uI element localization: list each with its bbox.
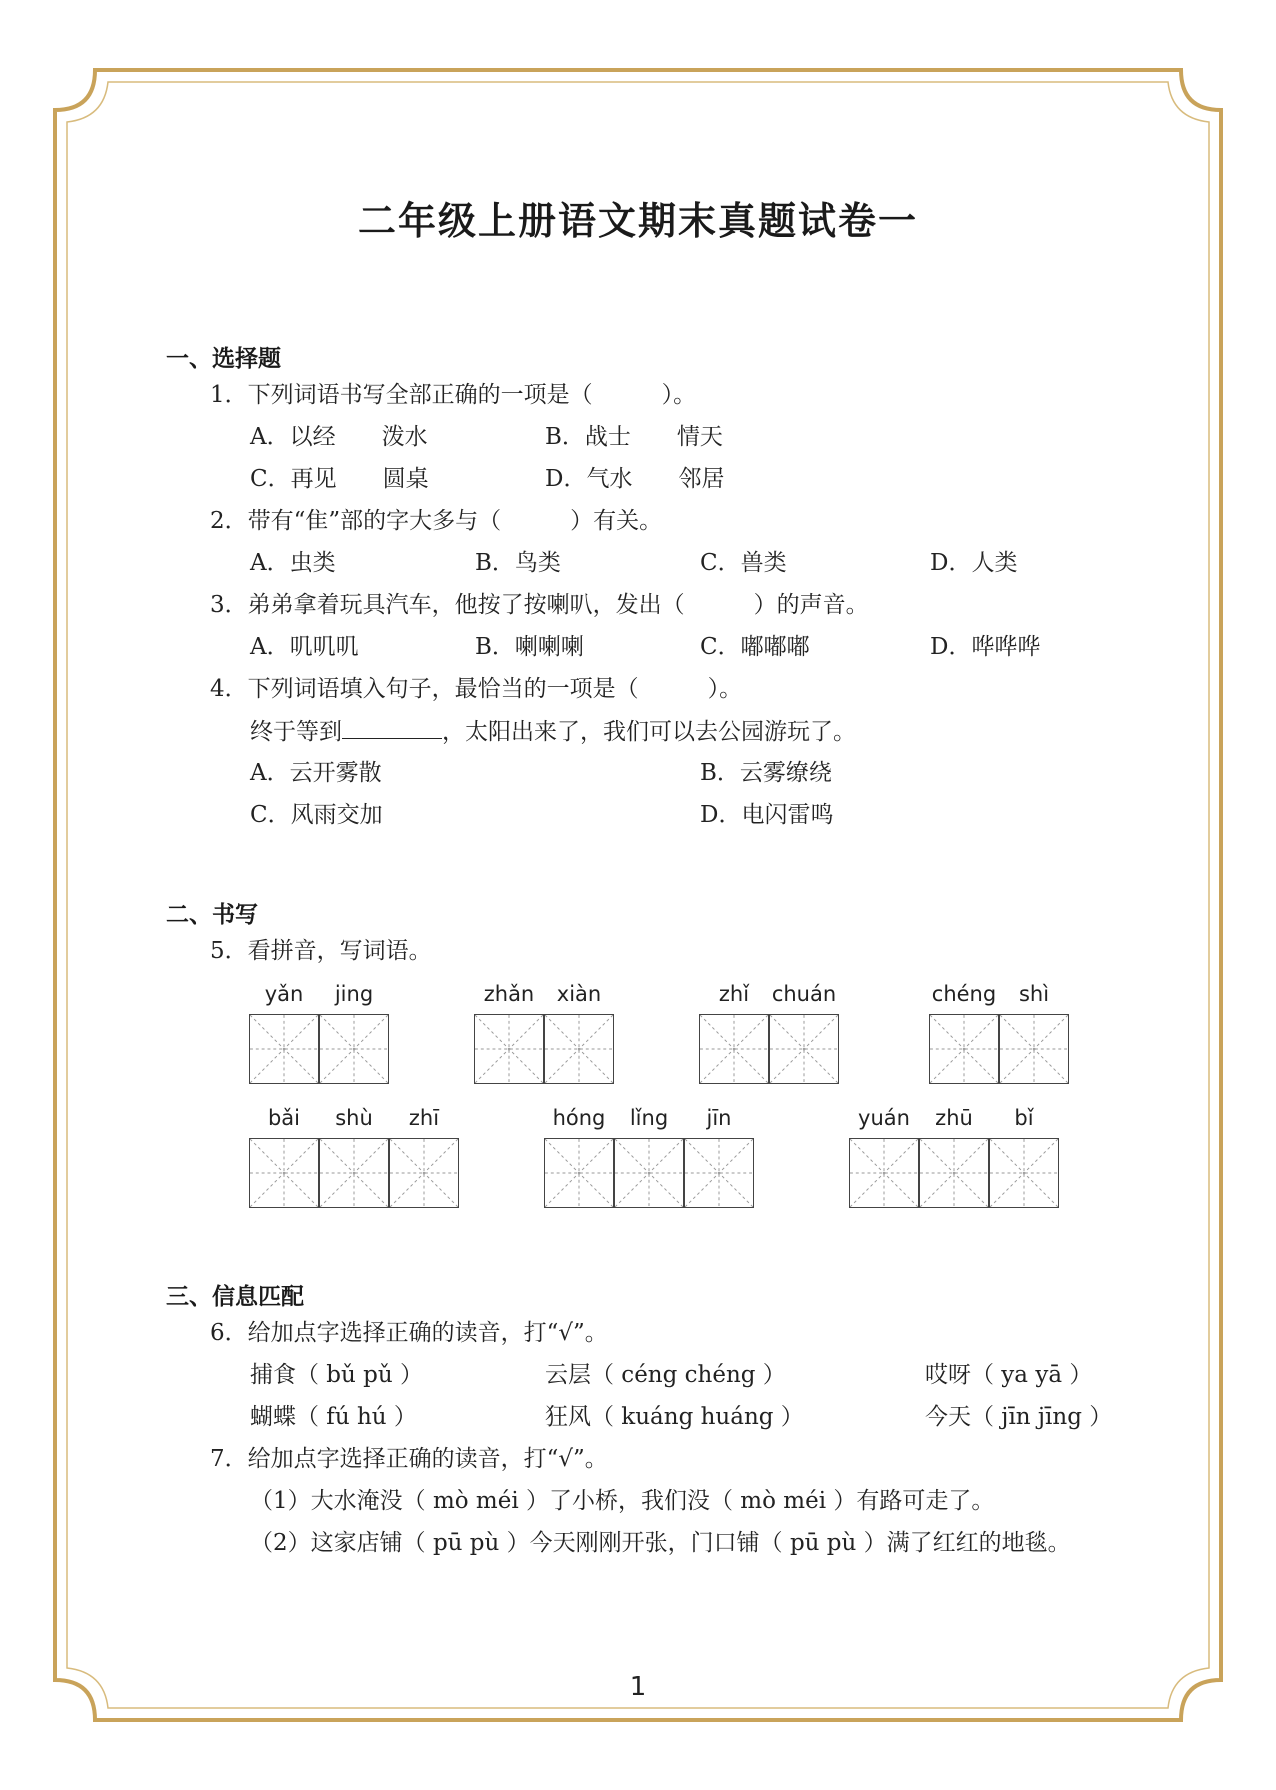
q1-option-d: D．气水 邻居 bbox=[545, 466, 725, 492]
writing-grid-box[interactable] bbox=[319, 1014, 389, 1084]
pinyin-label: zhǎn bbox=[483, 982, 535, 1006]
q3-option-c: C．嘟嘟嘟 bbox=[700, 634, 810, 660]
question-2-stem: 2．带有“隹”部的字大多与（ ）有关。 bbox=[210, 508, 663, 534]
writing-grid-box[interactable] bbox=[769, 1014, 839, 1084]
writing-grid-box[interactable] bbox=[684, 1138, 754, 1208]
writing-grid-box[interactable] bbox=[249, 1014, 319, 1084]
q3-option-a: A．叽叽叽 bbox=[250, 634, 359, 660]
pinyin-label: bǐ bbox=[1014, 1106, 1034, 1130]
q6-item: 云层（ céng chéng ） bbox=[545, 1362, 786, 1388]
pinyin-label: zhī bbox=[408, 1106, 440, 1130]
pinyin-label: zhū bbox=[935, 1106, 973, 1130]
writing-grid-box[interactable] bbox=[699, 1014, 769, 1084]
q6-item: 今天（ jīn jīng ） bbox=[925, 1404, 1113, 1430]
q3-option-d: D．哗哗哗 bbox=[930, 634, 1041, 660]
writing-grid-box[interactable] bbox=[989, 1138, 1059, 1208]
q4-option-c: C．风雨交加 bbox=[250, 802, 383, 828]
q6-item: 捕食（ bǔ pǔ ） bbox=[250, 1362, 424, 1388]
section-heading-choice: 一、选择题 bbox=[166, 346, 281, 372]
q1-option-c: C．再见 圆桌 bbox=[250, 466, 429, 492]
q6-item: 哎呀（ ya yā ） bbox=[925, 1362, 1093, 1388]
writing-grid-box[interactable] bbox=[929, 1014, 999, 1084]
question-1-stem: 1．下列词语书写全部正确的一项是（ ）。 bbox=[210, 382, 697, 408]
writing-grid-box[interactable] bbox=[919, 1138, 989, 1208]
q4-sentence bbox=[250, 716, 856, 747]
writing-grid-box[interactable] bbox=[474, 1014, 544, 1084]
q6-item: 蝴蝶（ fú hú ） bbox=[250, 1404, 417, 1430]
writing-grid-box[interactable] bbox=[544, 1014, 614, 1084]
section-heading-matching: 三、信息匹配 bbox=[166, 1284, 304, 1310]
pinyin-label: lǐng bbox=[629, 1106, 669, 1130]
writing-grid-box[interactable] bbox=[319, 1138, 389, 1208]
pinyin-label: shù bbox=[335, 1106, 373, 1130]
pinyin-label: chéng bbox=[931, 982, 997, 1006]
q7-line-1: （1）大水淹没（ mò méi ）了小桥，我们没（ mò méi ）有路可走了。 bbox=[250, 1488, 995, 1514]
pinyin-label: zhǐ bbox=[718, 982, 750, 1006]
q4-sentence-before: 终于等到 bbox=[250, 719, 342, 745]
writing-grid-box[interactable] bbox=[544, 1138, 614, 1208]
question-5-stem: 5．看拼音，写词语。 bbox=[210, 938, 432, 964]
q2-option-a: A．虫类 bbox=[250, 550, 336, 576]
q4-option-a: A．云开雾散 bbox=[250, 760, 382, 786]
q2-option-b: B．鸟类 bbox=[475, 550, 561, 576]
pinyin-label: hóng bbox=[552, 1106, 606, 1130]
q1-option-a: A．以经 泼水 bbox=[250, 424, 428, 450]
writing-grid-box[interactable] bbox=[389, 1138, 459, 1208]
pinyin-label: yuán bbox=[858, 1106, 910, 1130]
writing-grid-box[interactable] bbox=[999, 1014, 1069, 1084]
question-4-stem: 4．下列词语填入句子，最恰当的一项是（ ）。 bbox=[210, 676, 743, 702]
page-number: 1 bbox=[629, 1672, 647, 1702]
question-7-stem: 7．给加点字选择正确的读音，打“√”。 bbox=[210, 1446, 608, 1472]
fill-blank[interactable] bbox=[342, 716, 442, 739]
q4-option-d: D．电闪雷鸣 bbox=[700, 802, 834, 828]
q4-option-b: B．云雾缭绕 bbox=[700, 760, 832, 786]
pinyin-label: jīn bbox=[706, 1106, 732, 1130]
writing-grid-box[interactable] bbox=[614, 1138, 684, 1208]
q2-option-d: D．人类 bbox=[930, 550, 1018, 576]
writing-grid-box[interactable] bbox=[249, 1138, 319, 1208]
q2-option-c: C．兽类 bbox=[700, 550, 787, 576]
pinyin-label: bǎi bbox=[267, 1106, 301, 1130]
question-6-stem: 6．给加点字选择正确的读音，打“√”。 bbox=[210, 1320, 608, 1346]
pinyin-label: xiàn bbox=[556, 982, 602, 1006]
pinyin-label: shì bbox=[1018, 982, 1050, 1006]
q1-option-b: B．战士 情天 bbox=[545, 424, 723, 450]
pinyin-label: yǎn bbox=[264, 982, 304, 1006]
q6-item: 狂风（ kuáng huáng ） bbox=[545, 1404, 804, 1430]
writing-grid-box[interactable] bbox=[849, 1138, 919, 1208]
q4-sentence-after: ，太阳出来了，我们可以去公园游玩了。 bbox=[442, 719, 856, 745]
pinyin-label: jing bbox=[334, 982, 374, 1006]
section-heading-writing: 二、书写 bbox=[166, 902, 258, 928]
pinyin-label: chuán bbox=[771, 982, 837, 1006]
q7-line-2: （2）这家店铺（ pū pù ）今天刚刚开张，门口铺（ pū pù ）满了红红的地毯。 bbox=[250, 1530, 1071, 1556]
q3-option-b: B．喇喇喇 bbox=[475, 634, 584, 660]
question-3-stem: 3．弟弟拿着玩具汽车，他按了按喇叭，发出（ ）的声音。 bbox=[210, 592, 869, 618]
page-title: 二年级上册语文期末真题试卷一 bbox=[357, 199, 918, 243]
